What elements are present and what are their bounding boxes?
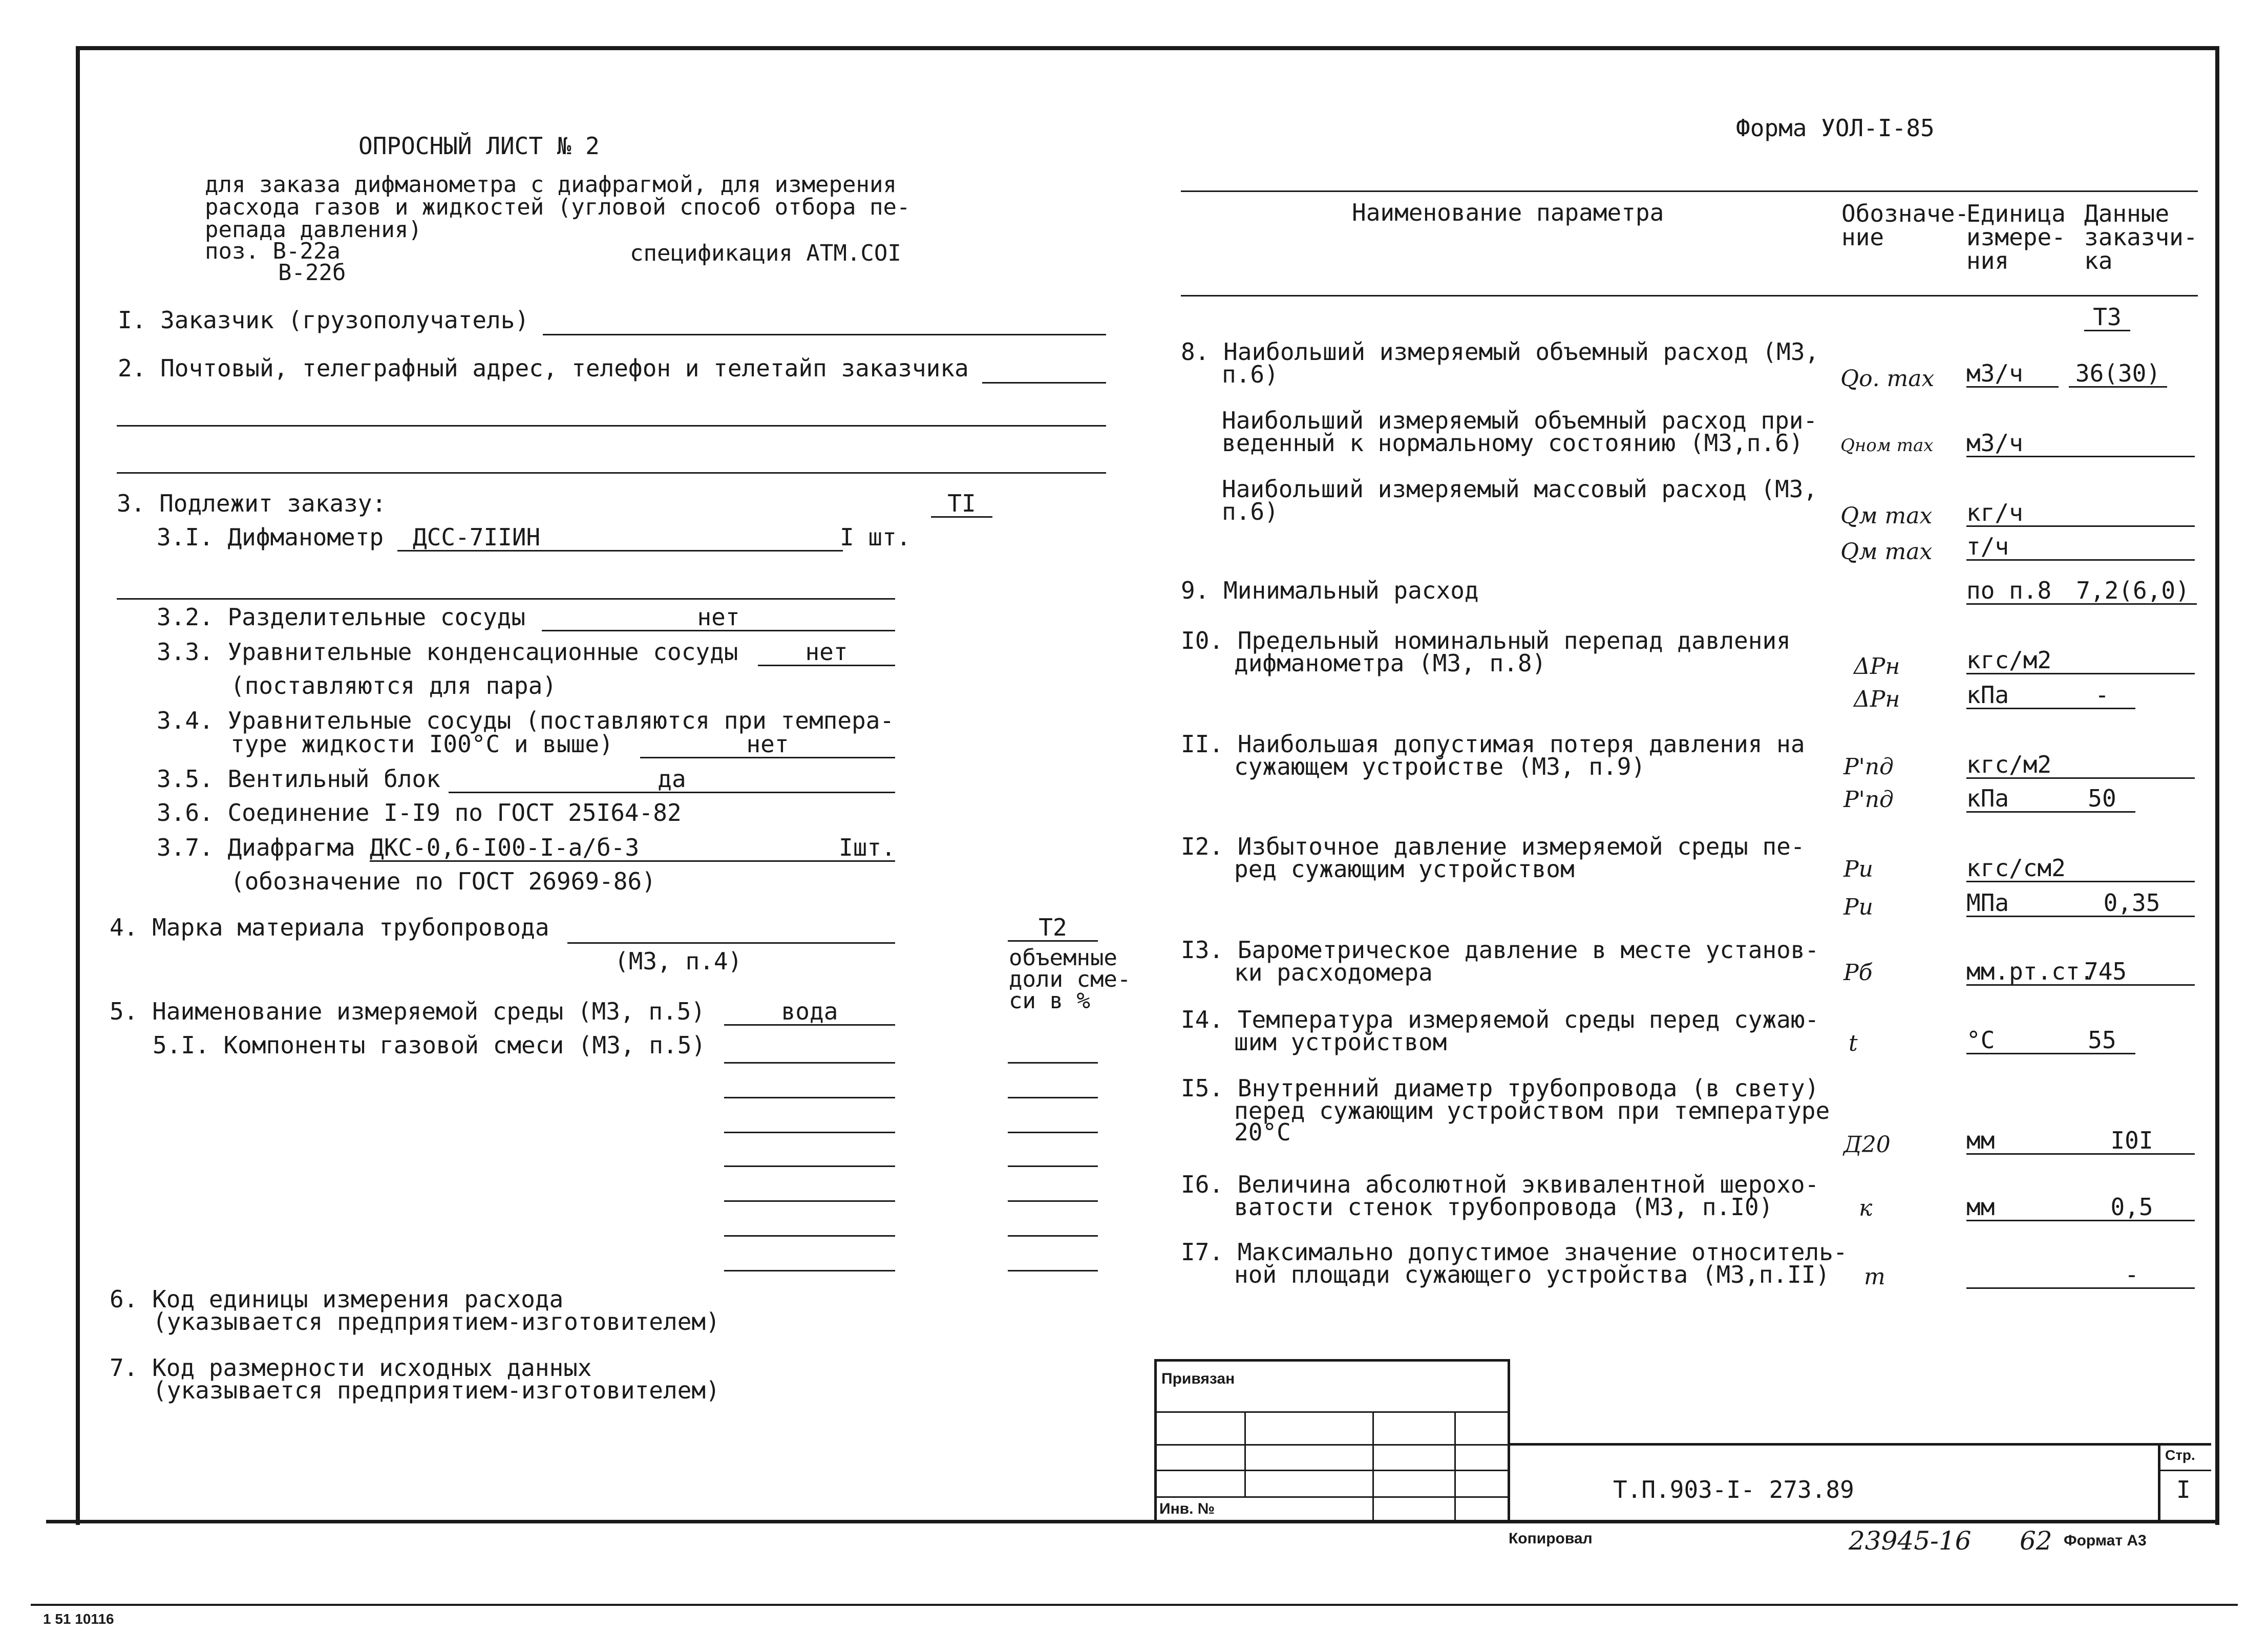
item-4-ref: (М3, п.4) — [614, 947, 743, 975]
row-10-label-1: I0. Предельный номинальный перепад давления — [1181, 627, 1791, 654]
stamp-col-line-2 — [1372, 1411, 1374, 1521]
row-10-unit-2: кПа — [1966, 682, 2069, 709]
row-8-symbol: Qо. max — [1840, 366, 1935, 392]
row-9-label: 9. Минимальный расход — [1181, 577, 1479, 604]
subtitle-line-3: репада давления) — [205, 217, 422, 243]
gas-fraction-line-1 — [1008, 1062, 1098, 1064]
position-label-2: В-22б — [278, 260, 346, 286]
item-2-address: 2. Почтовый, телеграфный адрес, телефон и телетайп заказчика — [118, 354, 969, 382]
row-12-unit: кгс/см2 — [1966, 855, 2195, 882]
item-3-2-label: 3.2. Разделительные сосуды — [157, 603, 526, 631]
col-header-data-1: Данные — [2084, 200, 2170, 227]
t2-code: T2 — [1008, 915, 1098, 942]
row-13-label-2: ки расходомера — [1234, 959, 1433, 986]
row-17-value: - — [2069, 1262, 2195, 1289]
page-bottom-line — [31, 1604, 2238, 1606]
col-header-symbol-2: ние — [1841, 223, 1884, 251]
row-11-unit-2: кПа — [1966, 786, 2069, 813]
gas-component-line-7 — [724, 1270, 895, 1271]
designation-top-line — [1509, 1443, 2211, 1446]
item-7-line-1: 7. Код размерности исходных данных — [110, 1354, 592, 1382]
t2-note-line-3: си в % — [1009, 988, 1090, 1014]
bottom-code: 1 51 10116 — [43, 1611, 114, 1627]
gas-fraction-line-4 — [1008, 1165, 1098, 1167]
col-header-data-3: ка — [2084, 247, 2113, 274]
item-3-5-label: 3.5. Вентильный блок — [157, 765, 440, 793]
t2-note-line-2: доли сме- — [1009, 966, 1131, 992]
gas-fraction-line-5 — [1008, 1200, 1098, 1202]
row-16-symbol: к — [1859, 1195, 1873, 1221]
document-code: Т.П.903-I- 273.89 — [1613, 1476, 1854, 1503]
form-title: ОПРОСНЫЙ ЛИСТ № 2 — [358, 132, 600, 160]
row-8-unit: м3/ч — [1966, 360, 2059, 388]
col-header-unit-3: ния — [1966, 247, 2009, 274]
inventory-number-label: Инв. № — [1159, 1500, 1215, 1517]
row-13-symbol: Pб — [1843, 960, 1873, 986]
row-16-label-1: I6. Величина абсолютной эквивалентной шерохо- — [1181, 1171, 1819, 1198]
row-14-value: 55 — [2069, 1027, 2135, 1054]
t1-code: TI — [931, 491, 992, 518]
row-17-symbol: m — [1864, 1264, 1885, 1290]
row-14-symbol: t — [1849, 1030, 1858, 1056]
item-5-medium-value: вода — [724, 999, 895, 1026]
row-12-label-1: I2. Избыточное давление измеряемой среды пе- — [1181, 833, 1805, 860]
item-3-6-connection: 3.6. Соединение I-I9 по ГОСТ 25I64-82 — [157, 799, 682, 826]
col-header-unit-2: измере- — [1966, 223, 2066, 251]
item-3-3-note: (поставляются для пара) — [230, 672, 557, 699]
gas-component-line-2 — [724, 1097, 895, 1098]
table-header-bottom-line — [1181, 295, 2198, 296]
row-15-label-2: перед сужающим устройством при температуре — [1234, 1097, 1830, 1125]
row-8m-symbol: Qм max — [1840, 503, 1933, 529]
item-3-2-value: нет — [542, 604, 895, 631]
row-8m-unit-2: т/ч — [1966, 534, 2195, 561]
row-13-unit: мм.рт.ст. — [1966, 958, 2094, 985]
row-14-label-1: I4. Температура измеряемой среды перед сужаю- — [1181, 1006, 1819, 1033]
stamp-col-line-1 — [1244, 1411, 1246, 1496]
item-3-7-qty: Iшт. — [839, 834, 896, 861]
page-label: Стр. — [2165, 1447, 2195, 1463]
item-3-1-qty: I шт. — [840, 523, 911, 551]
row-14-unit: °С — [1966, 1027, 2069, 1054]
col-header-name: Наименование параметра — [1352, 199, 1664, 226]
row-9-value: 7,2(6,0) — [2069, 578, 2197, 605]
page-box-left-line — [2158, 1443, 2160, 1521]
page-box-mid-line — [2158, 1470, 2211, 1471]
row-11-symbol-2: P'пд — [1843, 787, 1894, 813]
item-5-1-gas-components: 5.I. Компоненты газовой смеси (М3, п.5) — [153, 1031, 706, 1059]
row-12-label-2: ред сужающим устройством — [1234, 855, 1575, 883]
row-8m-unit: кг/ч — [1966, 500, 2195, 527]
item-3-3-value: нет — [758, 639, 895, 666]
privyazan-label: Привязан — [1161, 1370, 1235, 1387]
row-17-label-2: ной площади сужающего устройства (М3,п.II) — [1234, 1261, 1830, 1288]
row-8n-label-2: веденный к нормальному состоянию (М3,п.6) — [1222, 429, 1804, 457]
item-5-medium-label: 5. Наименование измеряемой среды (М3, п.5) — [110, 998, 706, 1025]
row-10-symbol-2: ΔPн — [1854, 686, 1900, 712]
row-11-label-2: сужающем устройстве (М3, п.9) — [1234, 753, 1646, 780]
row-8n-symbol: Qном max — [1840, 435, 1934, 456]
row-16-label-2: ватости стенок трубопровода (М3, п.I0) — [1234, 1193, 1773, 1221]
row-8n-label-1: Наибольший измеряемый объемный расход при- — [1222, 407, 1818, 434]
copy-number: 23945-16 — [1849, 1526, 1972, 1556]
col-header-symbol-1: Обозначе- — [1841, 200, 1969, 227]
gas-component-line-3 — [724, 1132, 895, 1133]
item-6-line-1: 6. Код единицы измерения расхода — [110, 1285, 564, 1313]
item-3-7-label: 3.7. Диафрагма — [157, 834, 355, 861]
item-3-7-value: ДКС-0,6-I00-I-а/б-3 — [370, 835, 895, 862]
gas-component-line-6 — [724, 1235, 895, 1237]
gas-component-line-5 — [724, 1200, 895, 1202]
item-1-line — [543, 334, 1106, 335]
gas-fraction-line-7 — [1008, 1270, 1098, 1271]
item-3-1-label: 3.I. Дифманометр — [157, 523, 384, 551]
row-8m-label-2: п.6) — [1222, 498, 1279, 525]
item-4-line — [567, 942, 895, 944]
item-3-4-value: нет — [640, 731, 895, 758]
sheet-number: 62 — [2020, 1526, 2052, 1556]
position-label: поз. В-22а — [205, 238, 341, 264]
paper-format: Формат А3 — [2064, 1532, 2147, 1549]
row-15-symbol: Д20 — [1843, 1132, 1891, 1158]
row-10-label-2: дифманометра (М3, п.8) — [1234, 649, 1546, 677]
item-3-7-note: (обозначение по ГОСТ 26969-86) — [230, 867, 656, 895]
row-11-unit: кгс/м2 — [1966, 752, 2195, 779]
row-8-label-2: п.6) — [1222, 360, 1279, 388]
row-13-value: 745 — [2084, 959, 2195, 986]
item-1-customer: I. Заказчик (грузополучатель) — [118, 306, 529, 334]
item-3-3-label: 3.3. Уравнительные конденсационные сосуды — [157, 638, 738, 666]
row-15-label-3: 20°С — [1234, 1118, 1291, 1146]
item-3-4-line-1: 3.4. Уравнительные сосуды (поставляются при темпера- — [157, 707, 895, 734]
row-15-label-1: I5. Внутренний диаметр трубопровода (в свету) — [1181, 1074, 1819, 1102]
item-7-line-2: (указывается предприятием-изготовителем) — [153, 1376, 720, 1404]
gas-component-line-4 — [724, 1165, 895, 1167]
frame-bottom-line — [46, 1520, 2215, 1523]
item-6-line-2: (указывается предприятием-изготовителем) — [153, 1308, 720, 1335]
form-code: Форма УОЛ-I-85 — [1736, 114, 1935, 142]
row-9-unit: по п.8 — [1966, 578, 2069, 605]
row-12-symbol: Pи — [1843, 856, 1873, 882]
row-12-symbol-2: Pи — [1843, 894, 1873, 920]
col-header-data-2: заказчи- — [2084, 223, 2198, 251]
row-13-label-1: I3. Барометрическое давление в месте установ- — [1181, 936, 1819, 964]
row-8-label-1: 8. Наибольший измеряемый объемный расход (М3, — [1181, 338, 1819, 366]
row-8m-symbol-2: Qм max — [1840, 539, 1933, 565]
subtitle-line-1: для заказа дифманометра с диафрагмой, для измерения — [205, 172, 897, 198]
row-16-value: 0,5 — [2069, 1194, 2195, 1221]
row-12-unit-2: МПа — [1966, 890, 2069, 917]
t3-code: T3 — [2084, 304, 2130, 331]
item-3-to-order: 3. Подлежит заказу: — [117, 490, 387, 517]
table-top-line — [1181, 190, 2198, 192]
stamp-top-line — [1154, 1359, 1509, 1362]
row-10-unit: кгс/м2 — [1966, 647, 2195, 674]
row-8-value: 36(30) — [2069, 360, 2167, 388]
row-11-label-1: II. Наибольшая допустимая потеря давления на — [1181, 730, 1805, 758]
row-16-unit: мм — [1966, 1194, 2069, 1221]
row-10-symbol: ΔPн — [1854, 653, 1900, 680]
stamp-col-line-3 — [1454, 1411, 1456, 1521]
row-10-value-2: - — [2069, 682, 2135, 709]
row-14-label-2: шим устройством — [1234, 1028, 1447, 1056]
copied-by-label: Копировал — [1509, 1530, 1593, 1547]
item-3-1-line-2 — [117, 598, 895, 600]
item-2-line-2 — [117, 425, 1106, 427]
col-header-unit-1: Единица — [1966, 200, 2066, 227]
page-number: I — [2176, 1476, 2191, 1503]
subtitle-line-2: расхода газов и жидкостей (угловой способ отбора пе- — [205, 194, 910, 220]
row-8n-unit: м3/ч — [1966, 430, 2195, 457]
item-4-pipe-material: 4. Марка материала трубопровода — [110, 914, 549, 941]
item-3-1-value: ДСС-7IIИН — [397, 524, 843, 552]
gas-component-line-1 — [724, 1062, 895, 1064]
t2-note-line-1: объемные — [1009, 945, 1117, 971]
row-15-value: I0I — [2069, 1128, 2195, 1155]
specification-label: спецификация АТМ.СОI — [630, 240, 901, 266]
row-17-label-1: I7. Максимально допустимое значение относитель- — [1181, 1238, 1848, 1266]
row-11-symbol: P'пд — [1843, 754, 1894, 780]
row-17-unit — [1966, 1262, 2069, 1289]
item-3-5-value: да — [449, 766, 895, 793]
item-2-line-3 — [117, 472, 1106, 474]
gas-fraction-line-2 — [1008, 1097, 1098, 1098]
row-12-value-2: 0,35 — [2069, 890, 2195, 917]
item-2-line — [982, 382, 1106, 384]
gas-fraction-line-3 — [1008, 1132, 1098, 1133]
gas-fraction-line-6 — [1008, 1235, 1098, 1237]
item-3-4-line-2: туре жидкости I00°С и выше) — [230, 730, 613, 758]
row-15-unit: мм — [1966, 1128, 2069, 1155]
row-11-value-2: 50 — [2069, 786, 2135, 813]
row-8m-label-1: Наибольший измеряемый массовый расход (М3, — [1222, 475, 1818, 503]
